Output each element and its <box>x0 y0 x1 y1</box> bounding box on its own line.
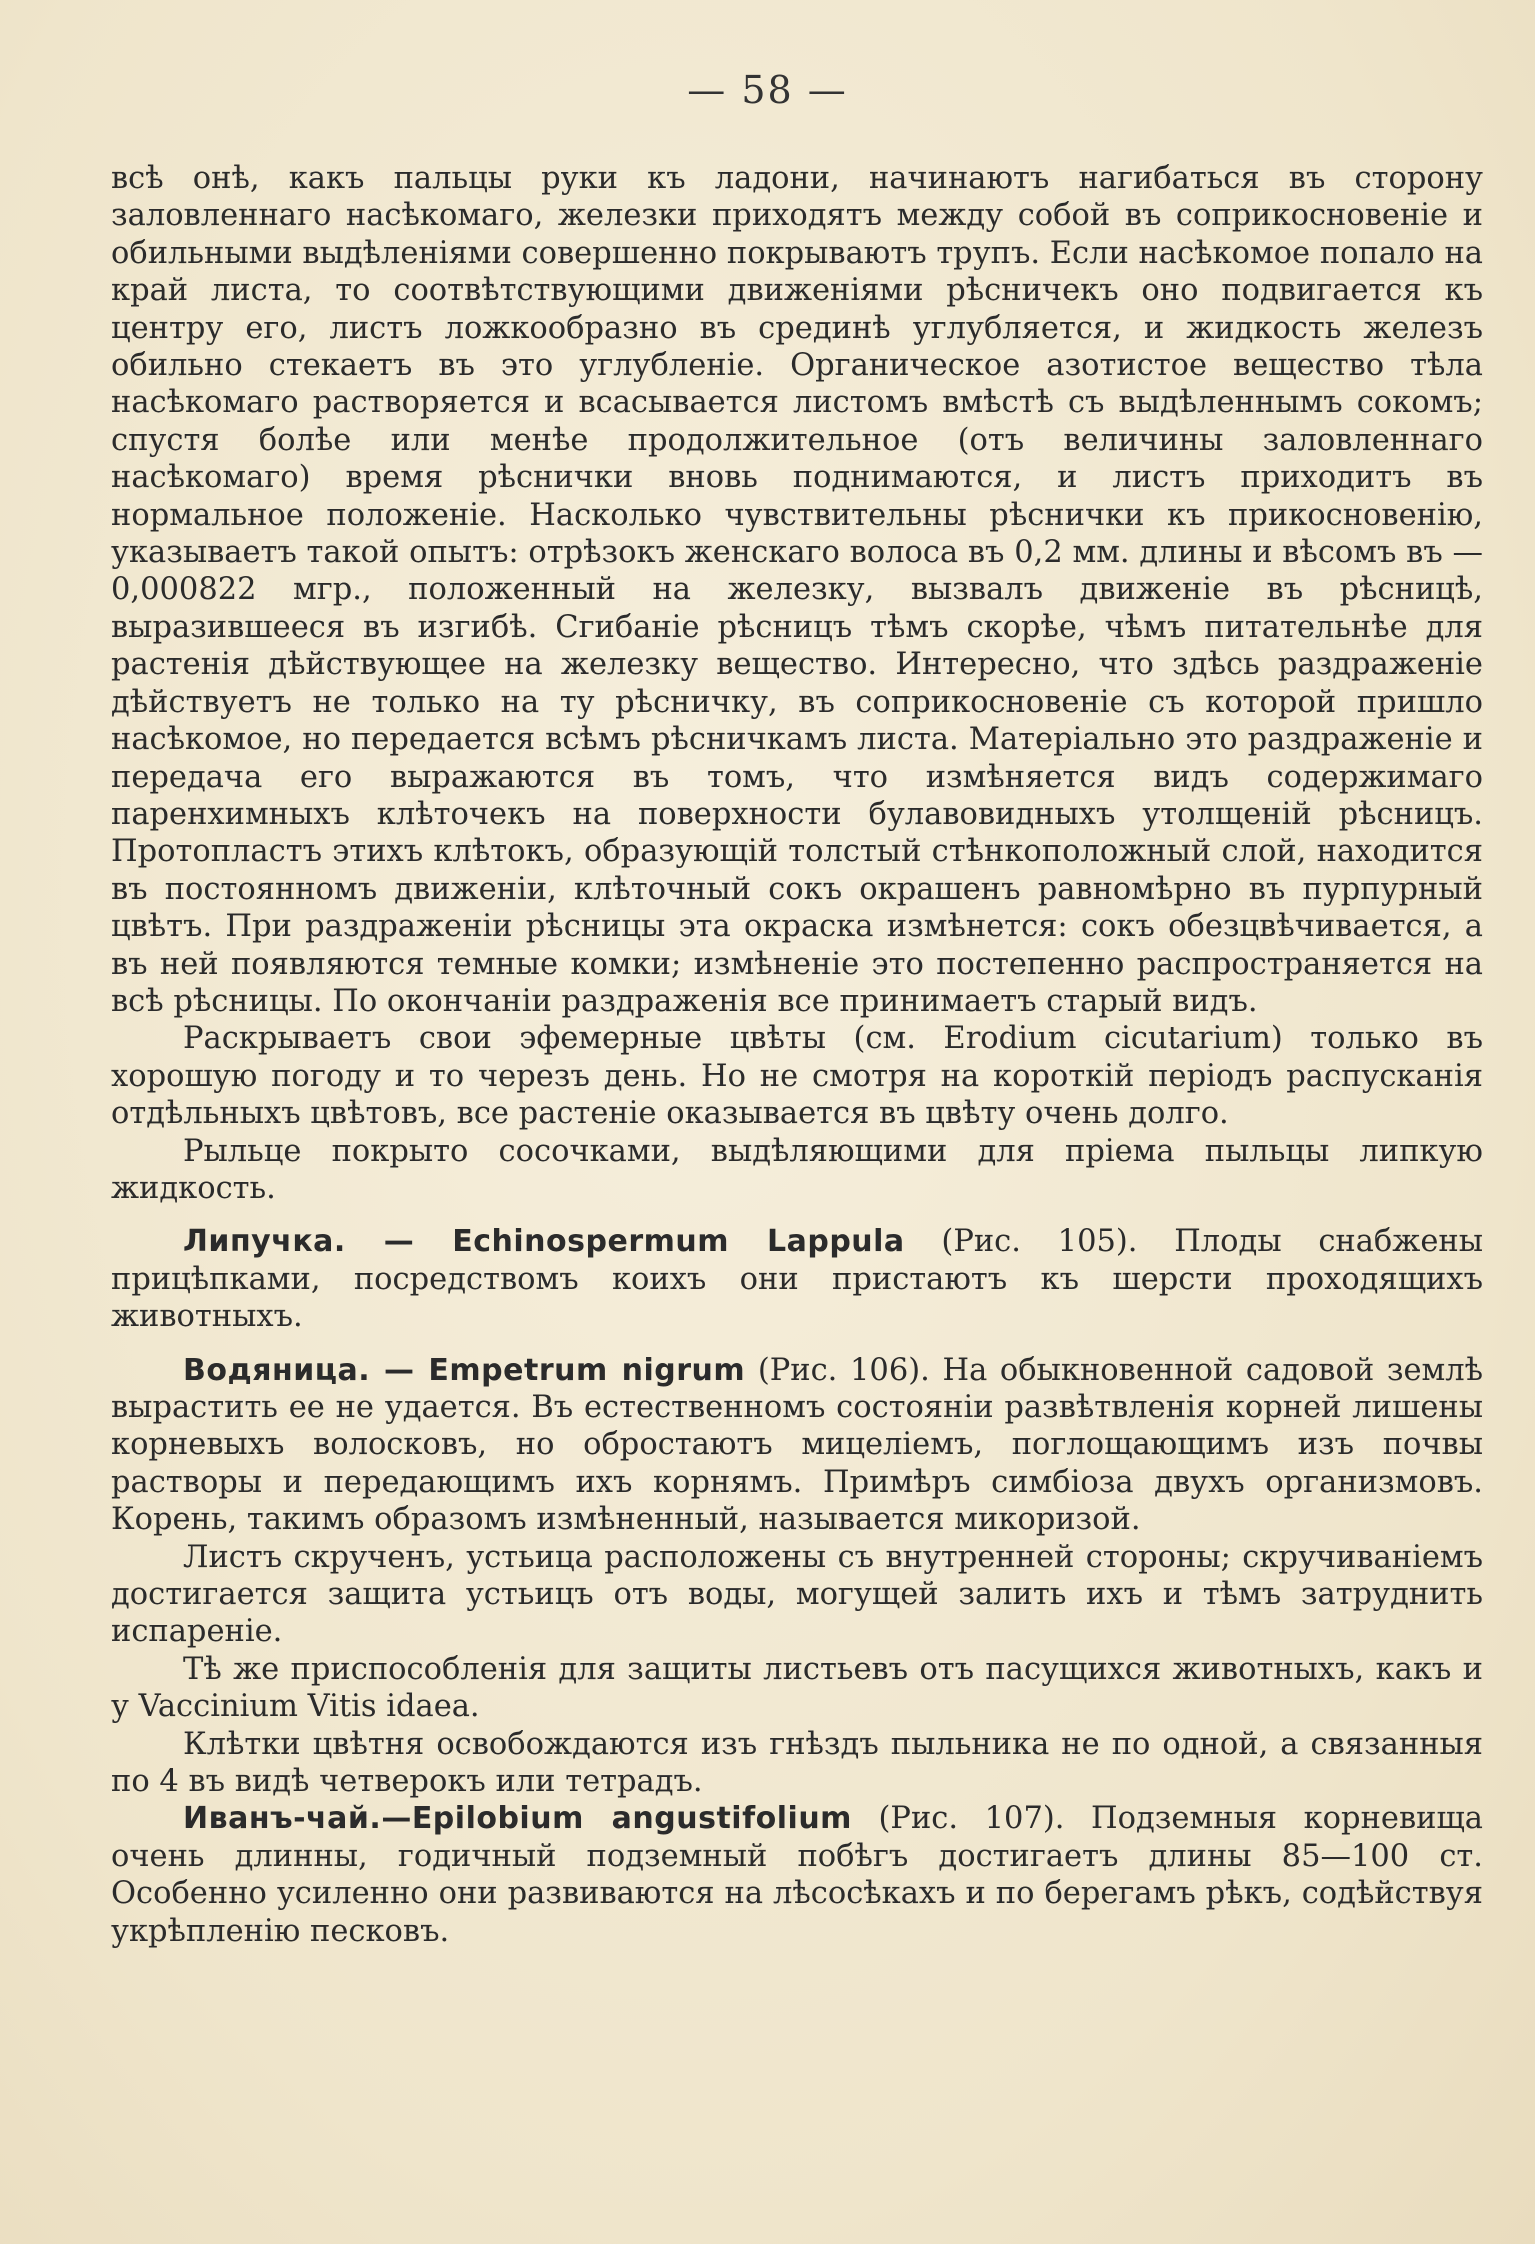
paragraph-pollen <box>111 1726 1483 1801</box>
paragraph-text: (Рис. 107). Подземныя корневища очень длинны, годичный подземный побѣгъ достигаетъ длины 85—100 ст. Особенно усиленно они развиваются на лѣсосѣкахъ и по берегамъ рѣкъ, содѣйствуя укрѣпленію песковъ. <box>111 1801 1483 1949</box>
paragraph-adaptations <box>111 1651 1483 1726</box>
paragraph-text: (Рис. 106). На обыкновенной садовой землѣ вырастить ее не удается. Въ естественномъ состояніи развѣтвленія корней лишены корневыхъ волосковъ, но обростаютъ мицеліемъ, поглощающимъ изъ почвы растворы и передающимъ ихъ корнямъ. Примѣръ симбіоза двухъ организмовъ. Корень, такимъ образомъ измѣненный, называется микоризой. <box>111 1352 1483 1538</box>
paragraph-text: всѣ онѣ, какъ пальцы руки къ ладони, начинаютъ нагибаться въ сторону заловленнаго насѣкомаго, железки приходятъ между собой въ соприкосновеніе и обильными выдѣленіями совершенно покрываютъ трупъ. Если насѣкомое попало на край листа, то соотвѣтствующими движеніями рѣсничекъ оно подвигается къ центру его, листъ ложкообразно въ срединѣ углубляется, и жидкость железъ обильно стекаетъ въ это углубленіе. Органическое азотистое вещество тѣла насѣкомаго растворяется и всасывается листомъ вмѣстѣ съ выдѣленнымъ сокомъ; спустя болѣе или менѣе продолжительное (отъ величины заловленнаго насѣкомаго) время рѣснички вновь поднимаются, и листъ приходитъ въ нормальное положеніе. Насколько чувствительны рѣснички къ прикосновенію, указываетъ такой опытъ: отрѣзокъ женскаго волоса въ 0,2 мм. длины и вѣсомъ въ — 0,000822 мгр., положенный на железку, вызвалъ движеніе въ рѣсницѣ, выразившееся въ изгибѣ. Сгибаніе рѣсницъ тѣмъ скорѣе, чѣмъ питательнѣе для растенія дѣйствующее на железку вещество. Интересно, что здѣсь раздраженіе дѣйствуетъ не только на ту рѣсничку, въ соприкосновеніе съ которой пришло насѣкомое, но передается всѣмъ рѣсничкамъ листа. Матеріально это раздраженіе и передача его выражаются въ томъ, что измѣняется видъ содержимаго паренхимныхъ клѣточекъ на поверхности булавовидныхъ утолщеній рѣсницъ. Протопластъ этихъ клѣтокъ, образующій толстый стѣнкоположный слой, находится въ постоянномъ движеніи, клѣточный сокъ окрашенъ равномѣрно въ пурпурный цвѣтъ. При раздраженіи рѣсницы эта окраска измѣнется: сокъ обезцвѣчивается, а въ ней появляются темные комки; измѣненіе это постепенно распространяется на всѣ рѣсницы. По окончаніи раздраженія все принимаетъ старый видъ. <box>111 161 1483 1019</box>
paragraph-flowers <box>111 1020 1483 1132</box>
paragraph-drosera-movement <box>111 160 1483 1020</box>
paragraph-text: Тѣ же приспособленія для защиты листьевъ отъ пасущихся животныхъ, какъ и у Vaccinium Vitis idaea. <box>111 1651 1483 1725</box>
species-heading: Липучка. — Echinospermum Lappula <box>183 1224 905 1260</box>
page-number: — 58 — <box>687 68 848 112</box>
paragraph-text: Рыльце покрыто сосочками, выдѣляющими для пріема пыльцы липкую жидкость. <box>111 1133 1483 1206</box>
paragraph-leaf <box>111 1539 1483 1651</box>
paragraph-stigma <box>111 1133 1483 1208</box>
paragraph-text: Листъ скрученъ, устьица расположены съ внутренней стороны; скручиваніемъ достигается защита устьицъ отъ воды, могущей залить ихъ и тѣмъ затруднить испареніе. <box>111 1539 1483 1650</box>
paragraph-text: Раскрываетъ свои эфемерные цвѣты (см. Erodium cicutarium) только въ хорошую погоду и то черезъ день. Но не смотря на короткій періодъ распусканія отдѣльныхъ цвѣтовъ, все растеніе оказывается въ цвѣту очень долго. <box>111 1021 1483 1132</box>
species-heading: Водяница. — Empetrum nigrum <box>183 1352 746 1388</box>
page-body <box>111 160 1483 1950</box>
paragraph-empetrum <box>111 1352 1483 1539</box>
paragraph-text: (Рис. 105). Плоды снабжены прицѣпками, посредствомъ коихъ они пристаютъ къ шерсти проходящихъ животныхъ. <box>111 1224 1483 1335</box>
species-heading: Иванъ-чай.—Epilobium angustifolium <box>183 1801 852 1837</box>
paragraph-echinospermum <box>111 1223 1483 1335</box>
paragraph-text: Клѣтки цвѣтня освобождаются изъ гнѣздъ пыльника не по одной, а связанныя по 4 въ видѣ четверокъ или тетрадъ. <box>111 1726 1483 1800</box>
paragraph-epilobium <box>111 1800 1483 1950</box>
